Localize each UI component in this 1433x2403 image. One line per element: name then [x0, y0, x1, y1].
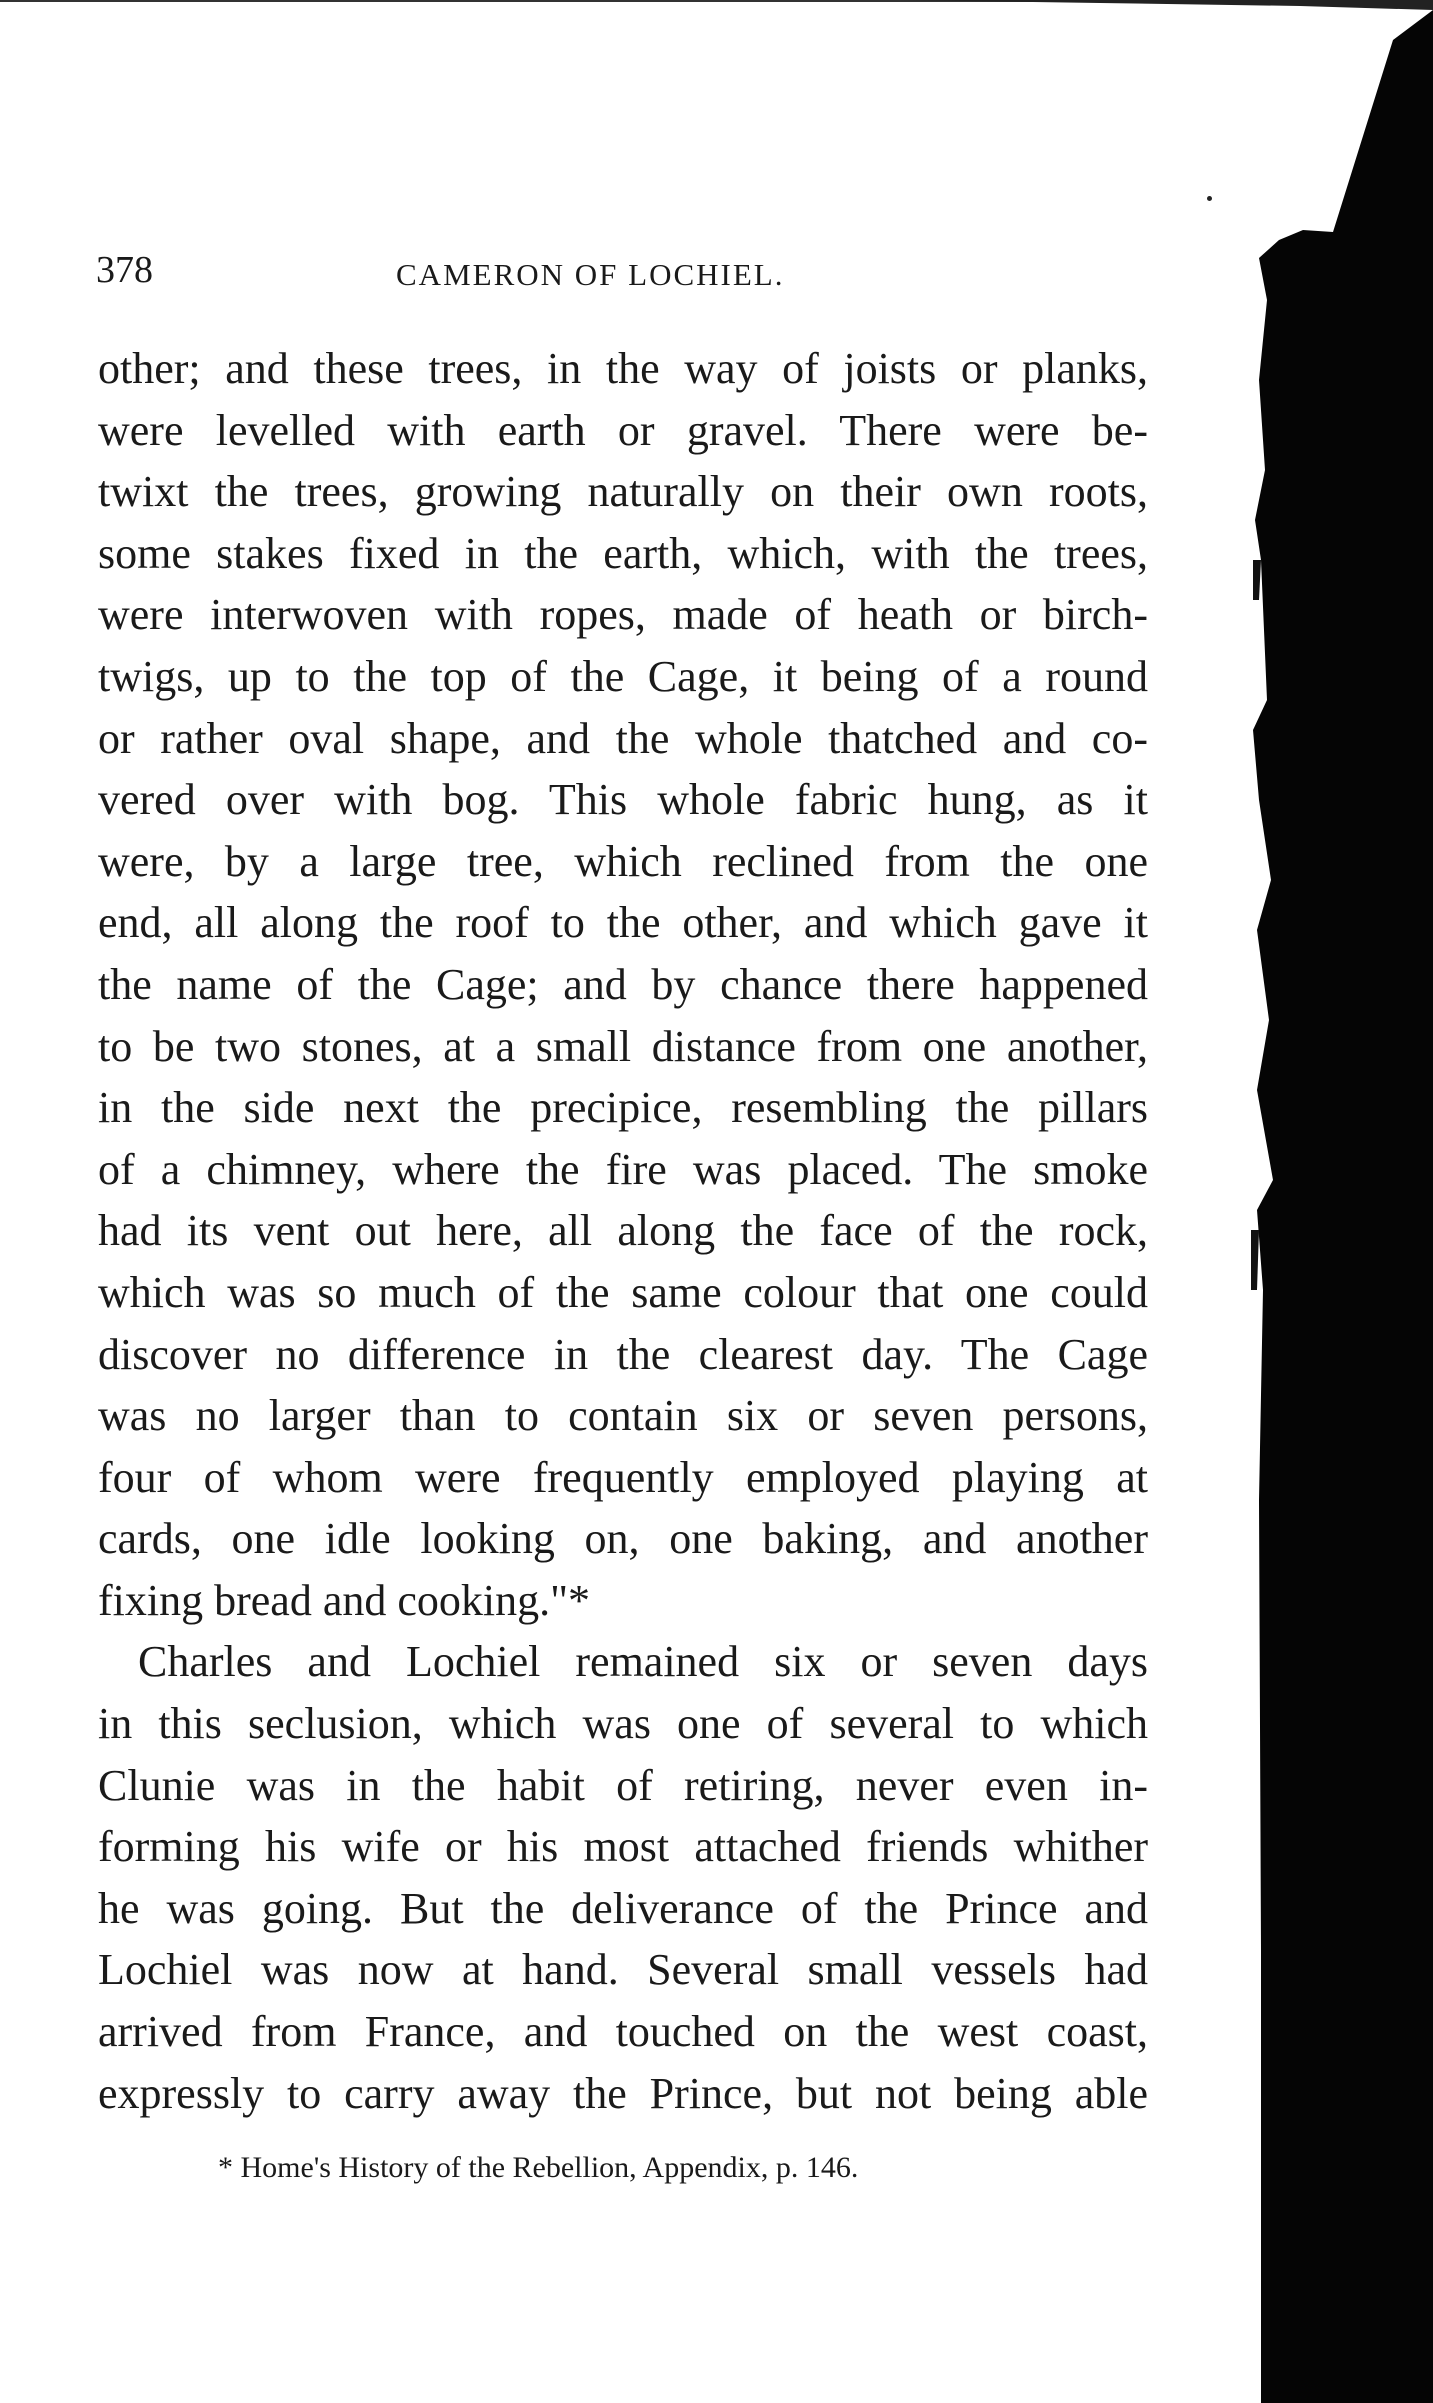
- text-line: forming his wife or his most attached friends whither: [98, 1822, 1148, 1872]
- text-line: four of whom were frequently employed playing at: [98, 1452, 1148, 1502]
- text-line: were levelled with earth or gravel. There were be-: [98, 405, 1148, 455]
- text-line: end, all along the roof to the other, and which gave it: [98, 898, 1148, 948]
- text-line: Lochiel was now at hand. Several small vessels had: [98, 1945, 1148, 1995]
- text-line: other; and these trees, in the way of joists or planks,: [98, 344, 1148, 393]
- text-line: were, by a large tree, which reclined from the one: [98, 836, 1148, 886]
- text-line: twixt the trees, growing naturally on their own roots,: [98, 467, 1148, 517]
- paragraph-first-line: Charles and Lochiel remained six or seven days: [138, 1637, 1148, 1687]
- text-line: discover no difference in the clearest day. The Cage: [98, 1329, 1148, 1379]
- text-line: cards, one idle looking on, one baking, and another: [98, 1514, 1148, 1564]
- text-line: or rather oval shape, and the whole thatched and co-: [98, 713, 1148, 763]
- page-number: 378: [96, 249, 153, 291]
- text-line: Clunie was in the habit of retiring, never even in-: [98, 1760, 1148, 1810]
- text-line: the name of the Cage; and by chance there happened: [98, 959, 1148, 1009]
- text-line: vered over with bog. This whole fabric hung, as it: [98, 775, 1148, 825]
- text-line: he was going. But the deliverance of the Prince and: [98, 1883, 1148, 1933]
- text-line: were interwoven with ropes, made of heath or birch-: [98, 590, 1148, 640]
- text-line: had its vent out here, all along the face of the rock,: [98, 1206, 1148, 1256]
- text-line: of a chimney, where the fire was placed. The smoke: [98, 1144, 1148, 1194]
- text-line: which was so much of the same colour that one could: [98, 1267, 1148, 1317]
- running-head: [96, 248, 1146, 298]
- body-text: [98, 338, 1148, 2124]
- text-line: some stakes fixed in the earth, which, with the trees,: [98, 528, 1148, 578]
- text-line: in the side next the precipice, resembling the pillars: [98, 1083, 1148, 1133]
- binding-shadow: [1213, 0, 1433, 2403]
- text-line: was no larger than to contain six or seven persons,: [98, 1391, 1148, 1441]
- text-line: fixing bread and cooking."*: [98, 1575, 591, 1625]
- text-line: arrived from France, and touched on the west coast,: [98, 2007, 1148, 2057]
- text-line: in this seclusion, which was one of several to which: [98, 1699, 1148, 1749]
- footnote: * Home's History of the Rebellion, Appendix, p. 146.: [218, 2151, 859, 2184]
- ink-speck: [1207, 196, 1212, 201]
- running-head-title: CAMERON OF LOCHIEL.: [396, 257, 785, 292]
- text-line: expressly to carry away the Prince, but not being able: [98, 2068, 1148, 2118]
- text-line: to be two stones, at a small distance from one another,: [98, 1021, 1148, 1071]
- text-line: twigs, up to the top of the Cage, it being of a round: [98, 651, 1148, 701]
